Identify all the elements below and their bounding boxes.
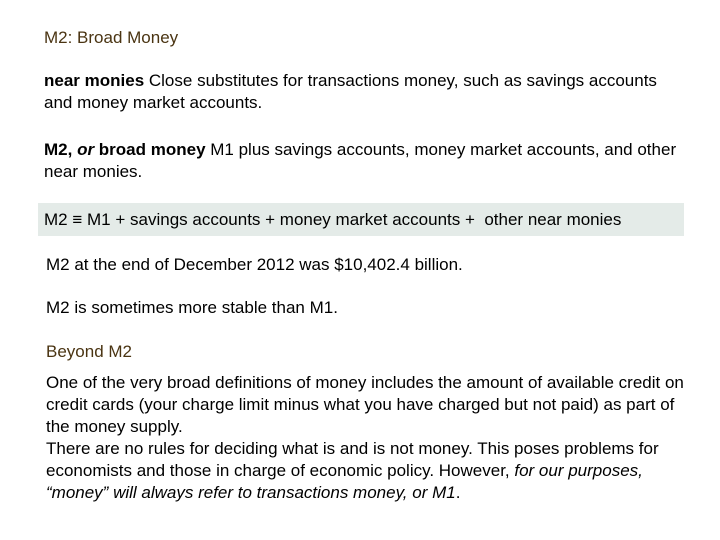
m2-equation: [44, 210, 621, 230]
equation-rhs: M1 + savings accounts + money market accounts + other near monies: [87, 210, 622, 229]
definition-term-c: broad money: [94, 140, 206, 159]
slide-title: M2: Broad Money: [44, 28, 179, 47]
m2-value-fact: M2 at the end of December 2012 was $10,402.4 billion.: [46, 255, 463, 274]
equation-symbol: ≡: [72, 210, 83, 229]
m2-stability-fact: M2 is sometimes more stable than M1.: [46, 298, 338, 317]
definition-text: M1 plus savings accounts, money market accounts, and other near monies.: [44, 140, 677, 181]
definition-term-a: M2,: [44, 140, 78, 159]
beyond-m2-text: [46, 372, 696, 504]
definition-text: Close substitutes for transactions money, such as savings accounts and money market accounts.: [44, 71, 657, 112]
definition-near-monies: [44, 70, 684, 114]
emphasis-text: for our purposes, “money” will always refer to transactions money, or M1: [46, 461, 643, 502]
paragraph-rules: There are no rules for deciding what is and is not money. This poses problems for economists and those in charge of economic policy. However, for our purposes, “money” will always refer to transactions money, or M1.: [46, 439, 659, 502]
definition-m2: [44, 139, 684, 183]
definition-term: near monies: [44, 71, 145, 90]
equation-lhs: M2: [44, 210, 68, 229]
definition-term-b: or: [77, 140, 95, 159]
subheading-beyond-m2: Beyond M2: [46, 342, 132, 361]
paragraph-credit: One of the very broad definitions of money includes the amount of available credit on credit cards (your charge limit minus what you have charged but not paid) as part of the money supply.: [46, 373, 684, 436]
